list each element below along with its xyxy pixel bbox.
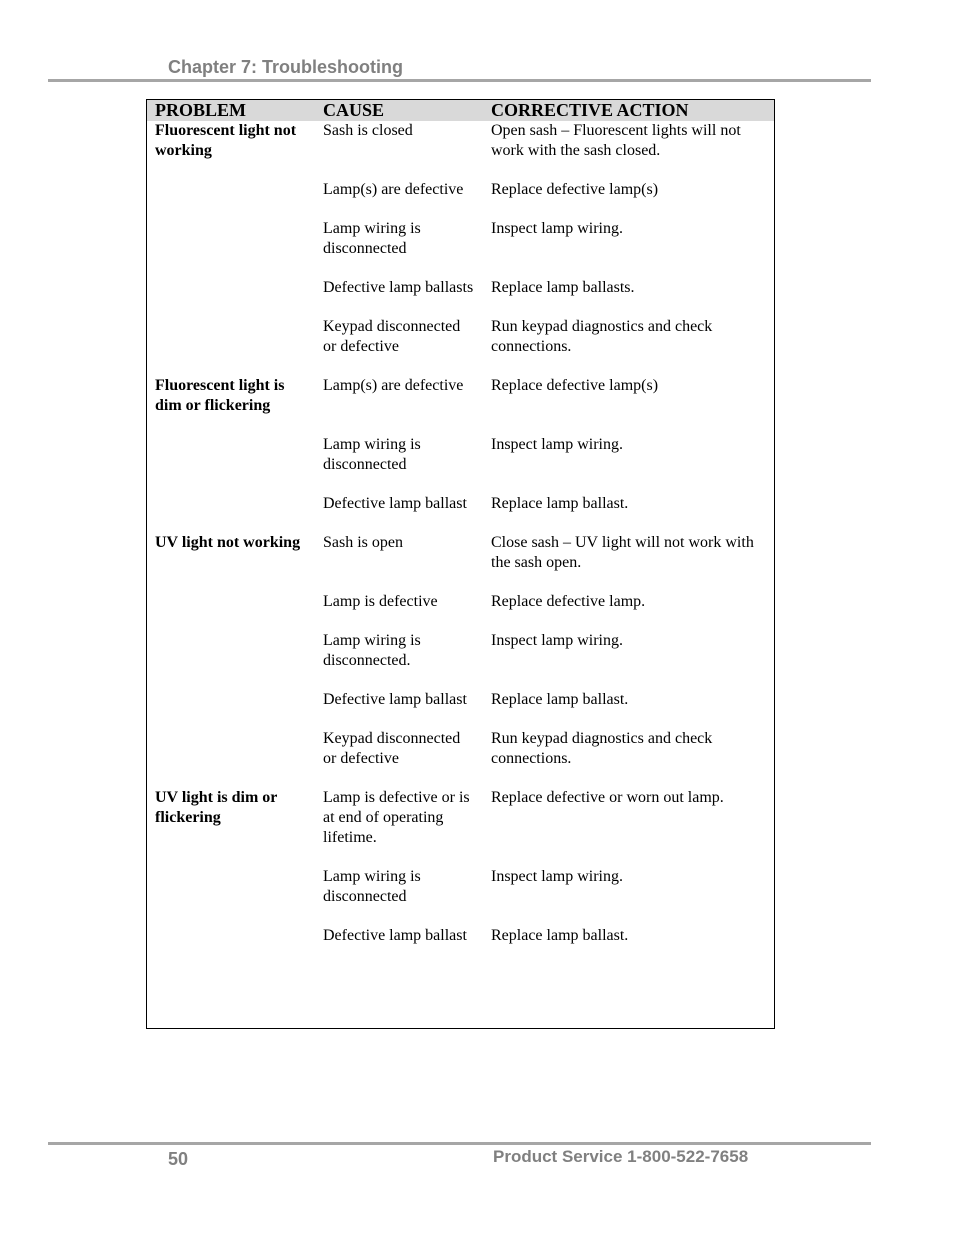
table-row — [147, 867, 774, 926]
action-cell: Replace lamp ballast. — [491, 495, 629, 512]
cause-cell: Lamp wiring is disconnected — [323, 436, 421, 473]
cause-cell: Lamp is defective — [323, 593, 438, 610]
cause-cell: Sash is closed — [323, 122, 413, 139]
problem-cell: Fluorescent light is dim or flickering — [155, 377, 285, 414]
cause-cell: Lamp(s) are defective — [323, 181, 464, 198]
table-row — [147, 729, 774, 788]
cause-cell: Lamp(s) are defective — [323, 377, 464, 394]
action-cell: Run keypad diagnostics and check connections. — [491, 318, 713, 355]
action-cell: Inspect lamp wiring. — [491, 220, 623, 237]
action-cell: Inspect lamp wiring. — [491, 436, 623, 453]
problem-cell — [147, 631, 315, 690]
problem-cell: UV light not working — [155, 534, 301, 551]
problem-cell — [147, 317, 315, 376]
cause-cell: Lamp is defective or is at end of operating lifetime. — [323, 789, 470, 846]
table-row — [147, 317, 774, 376]
problem-cell — [147, 729, 315, 788]
cause-cell: Lamp wiring is disconnected — [323, 220, 421, 257]
action-cell: Open sash – Fluorescent lights will not work with the sash closed. — [491, 122, 741, 159]
problem-cell — [147, 278, 315, 317]
cause-cell: Defective lamp ballast — [323, 691, 467, 708]
action-cell: Inspect lamp wiring. — [491, 632, 623, 649]
table-row — [147, 435, 774, 494]
cause-cell: Defective lamp ballast — [323, 495, 467, 512]
table-row — [147, 219, 774, 278]
table-row — [147, 788, 774, 867]
action-cell: Replace defective lamp(s) — [491, 181, 659, 198]
footer-divider — [48, 1142, 871, 1145]
problem-cell: UV light is dim or flickering — [155, 789, 278, 826]
problem-cell — [147, 592, 315, 631]
problem-cell — [147, 690, 315, 729]
table-row — [147, 376, 774, 435]
cause-cell: Defective lamp ballasts — [323, 279, 474, 296]
cause-cell: Defective lamp ballast — [323, 927, 467, 944]
action-cell: Replace defective lamp(s) — [491, 377, 659, 394]
column-header-problem: PROBLEM — [147, 100, 315, 121]
table-row — [147, 631, 774, 690]
problem-cell — [147, 926, 315, 946]
table-row — [147, 592, 774, 631]
action-cell: Replace defective lamp. — [491, 593, 646, 610]
table-row — [147, 494, 774, 533]
action-cell: Close sash – UV light will not work with the sash open. — [491, 534, 754, 571]
table-row — [147, 278, 774, 317]
action-cell: Replace lamp ballast. — [491, 927, 629, 944]
column-header-cause: CAUSE — [315, 100, 483, 121]
table-row — [147, 926, 774, 946]
problem-cell — [147, 494, 315, 533]
troubleshooting-table — [146, 99, 775, 1029]
action-cell: Replace defective or worn out lamp. — [491, 789, 724, 806]
problem-cell — [147, 435, 315, 494]
table-row — [147, 121, 774, 180]
product-service-line: Product Service 1-800-522-7658 — [493, 1147, 749, 1166]
table-header-row — [147, 100, 774, 121]
action-cell: Replace lamp ballast. — [491, 691, 629, 708]
header-divider — [48, 79, 871, 82]
problem-cell — [147, 219, 315, 278]
column-header-corrective-action: CORRECTIVE ACTION — [483, 100, 774, 121]
action-cell: Replace lamp ballasts. — [491, 279, 635, 296]
table-row — [147, 533, 774, 592]
page-number: 50 — [168, 1149, 189, 1169]
cause-cell: Sash is open — [323, 534, 403, 551]
action-cell: Inspect lamp wiring. — [491, 868, 623, 885]
table-row — [147, 180, 774, 219]
cause-cell: Keypad disconnected or defective — [323, 730, 461, 767]
problem-cell — [147, 867, 315, 926]
cause-cell: Keypad disconnected or defective — [323, 318, 461, 355]
cause-cell: Lamp wiring is disconnected — [323, 868, 421, 905]
chapter-title: Chapter 7: Troubleshooting — [168, 57, 404, 77]
table-row — [147, 690, 774, 729]
action-cell: Run keypad diagnostics and check connections. — [491, 730, 713, 767]
problem-cell: Fluorescent light not working — [155, 122, 297, 159]
cause-cell: Lamp wiring is disconnected. — [323, 632, 421, 669]
problem-cell — [147, 180, 315, 219]
